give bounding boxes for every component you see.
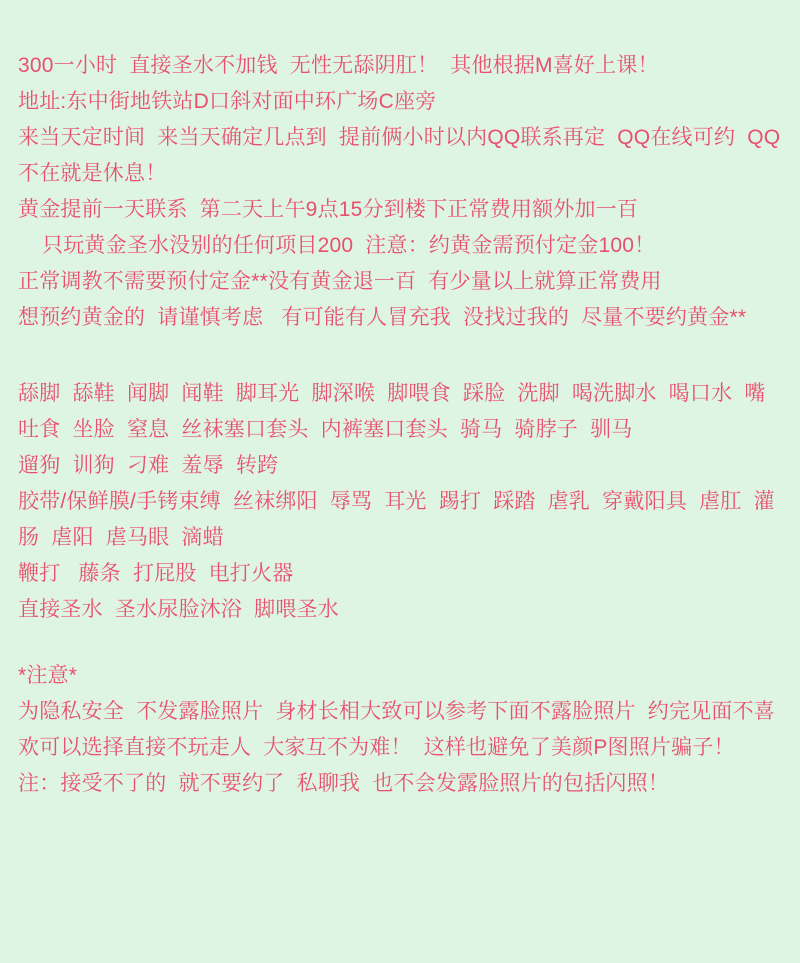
services-line-3: 胶带/保鲜膜/手铐束缚 丝袜绑阳 辱骂 耳光 踢打 踩踏 虐乳 穿戴阳具 虐肛 灌肠 虐阳 虐马眼 滴蜡	[18, 490, 775, 549]
pricing-line-5: 只玩黄金圣水没别的任何项目200 注意：约黄金需预付定金100！	[42, 234, 656, 257]
pricing-line-1: 300一小时 直接圣水不加钱 无性无舔阴肛！ 其他根据M喜好上课！	[18, 54, 659, 77]
pricing-line-6: 正常调教不需要预付定金**没有黄金退一百 有少量以上就算正常费用	[18, 270, 662, 293]
services-section	[18, 376, 782, 628]
notice-line-1: 为隐私安全 不发露脸照片 身材长相大致可以参考下面不露脸照片 约完见面不喜欢可以选择直接不玩走人 大家互不为难！ 这样也避免了美颜P图照片骗子！	[18, 700, 776, 759]
pricing-section	[18, 48, 782, 336]
notice-heading: *注意*	[18, 664, 78, 687]
pricing-line-2: 地址:东中街地铁站D口斜对面中环广场C座旁	[18, 90, 437, 113]
services-line-5: 直接圣水 圣水尿脸沐浴 脚喂圣水	[18, 598, 339, 621]
spacer-2	[18, 628, 782, 658]
notice-section	[18, 658, 782, 802]
notice-line-2: 注：接受不了的 就不要约了 私聊我 也不会发露脸照片的包括闪照！	[18, 772, 670, 795]
spacer-1	[18, 336, 782, 376]
pricing-line-3: 来当天定时间 来当天确定几点到 提前俩小时以内QQ联系再定 QQ在线可约 QQ不在就是休息！	[18, 126, 781, 185]
services-line-2: 遛狗 训狗 刁难 羞辱 转跨	[18, 454, 279, 477]
pricing-line-4: 黄金提前一天联系 第二天上午9点15分到楼下正常费用额外加一百	[18, 198, 639, 221]
pricing-line-7: 想预约黄金的 请谨慎考虑 有可能有人冒充我 没找过我的 尽量不要约黄金**	[18, 306, 747, 329]
services-line-1: 舔脚 舔鞋 闻脚 闻鞋 脚耳光 脚深喉 脚喂食 踩脸 洗脚 喝洗脚水 喝口水 嘴吐食 坐脸 窒息 丝袜塞口套头 内裤塞口套头 骑马 骑脖子 驯马	[18, 382, 766, 441]
services-line-4: 鞭打 藤条 打屁股 电打火器	[18, 562, 294, 585]
